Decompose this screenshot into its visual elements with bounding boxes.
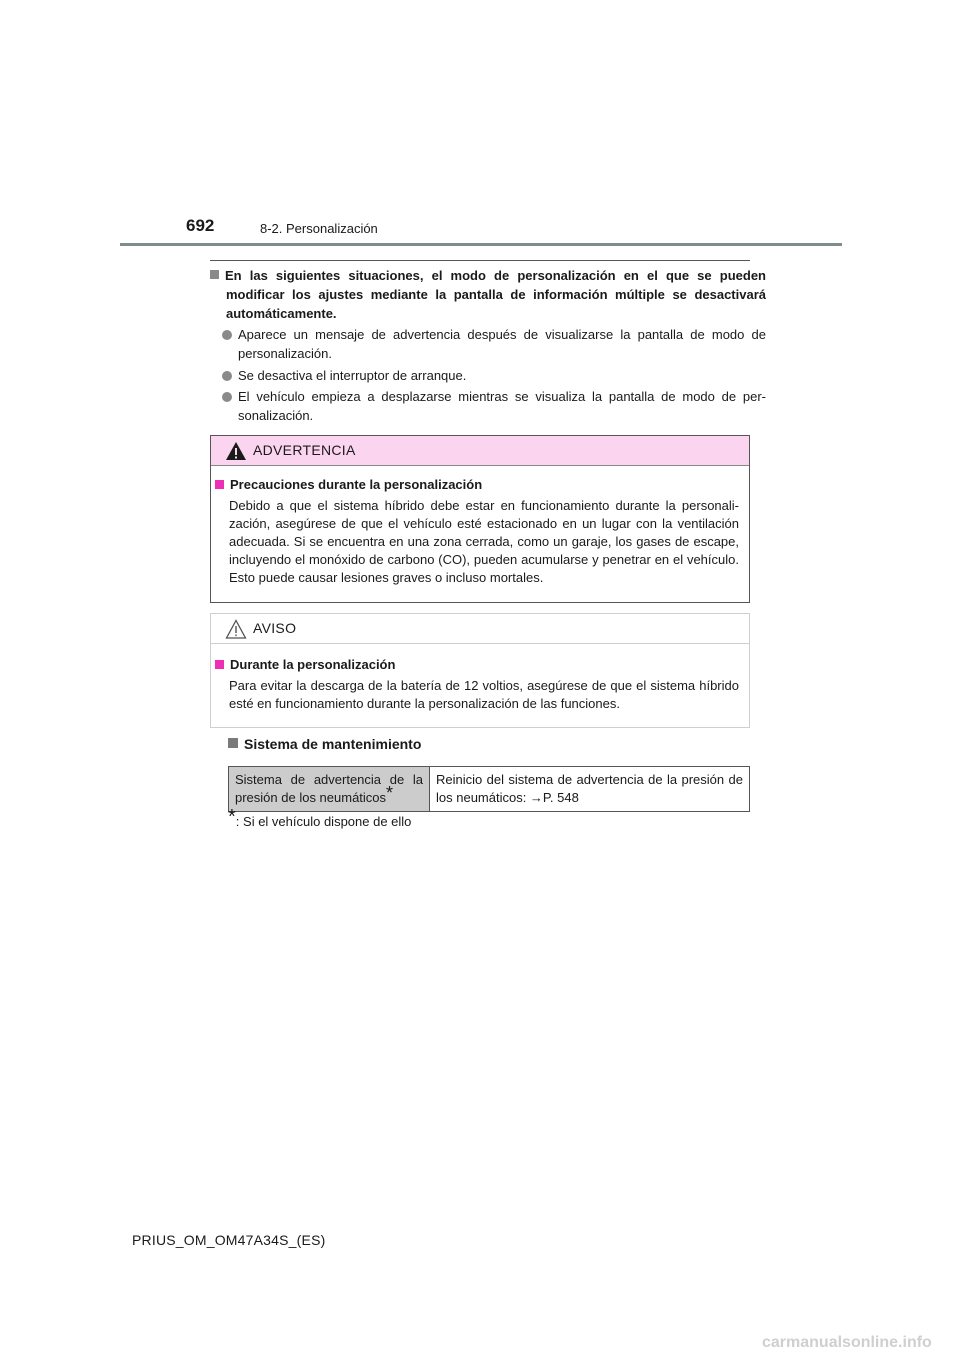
notice-box: [210, 613, 750, 728]
header-rule: [120, 243, 842, 246]
pink-square-icon: [215, 660, 224, 669]
warning-header: [211, 436, 749, 466]
section-title: 8-2. Personalización: [260, 221, 378, 236]
warning-item-text: Debido a que el sistema híbrido debe estar en funcionamiento durante la personali-zación, asegúrese de que el vehículo esté estacionado en un lugar con la ventilación adecuada. Si se encuentra en una zona cerrada, como un garaje, los gases de escape, incluyendo el monóxido de carbono (CO), pueden acumularse y penetrar en el vehículo. Esto puede causar lesiones graves o incluso mortales.: [229, 498, 739, 585]
footnote-text: : Si el vehículo dispone de ello: [235, 814, 412, 829]
list-item-text: Se desactiva el interruptor de arranque.: [238, 368, 467, 383]
intro-heading: [210, 266, 766, 323]
section-divider: [210, 260, 750, 261]
list-item-text: Aparece un mensaje de advertencia después de visualizarse la pantalla de modo de personalización.: [238, 327, 766, 361]
footnote: [228, 806, 412, 829]
warning-triangle-icon: [225, 441, 247, 461]
list-item: [222, 387, 766, 425]
notice-item-title: [215, 656, 739, 674]
maintenance-heading: [228, 736, 421, 752]
intro-heading-text: En las siguientes situaciones, el modo de personalización en el que se pueden modificar los ajustes mediante la pantalla de información múltiple se desactivará automáticamente.: [225, 268, 766, 321]
page-number: 692: [186, 216, 215, 235]
footnote-mark: *: [386, 783, 394, 803]
warning-body: [215, 476, 739, 587]
warning-title: ADVERTENCIA: [253, 442, 356, 458]
maintenance-heading-text: Sistema de mantenimiento: [244, 736, 422, 752]
list-item: [222, 325, 766, 363]
notice-item-title-text: Durante la personalización: [230, 657, 396, 672]
pink-square-icon: [215, 480, 224, 489]
footnote-mark: *: [228, 806, 236, 828]
notice-body: [215, 656, 739, 713]
warning-item-title-text: Precauciones durante la personalización: [230, 477, 483, 492]
table-row: [229, 767, 750, 812]
round-bullet-icon: [222, 392, 232, 402]
maintenance-table: [228, 766, 750, 812]
square-bullet-icon: [228, 738, 238, 748]
table-description-text: Reinicio del sistema de advertencia de la presión de los neumáticos: →P. 548: [436, 772, 743, 805]
warning-item-title: [215, 476, 739, 494]
round-bullet-icon: [222, 371, 232, 381]
list-item: [222, 366, 766, 385]
table-description-cell: [430, 767, 750, 812]
notice-header: [211, 614, 749, 644]
list-item-text: El vehículo empieza a desplazarse mientras se visualiza la pantalla de modo de per-sonalización.: [238, 389, 766, 423]
watermark: carmanualsonline.info: [762, 1334, 932, 1351]
square-bullet-icon: [210, 270, 219, 279]
table-label-cell: [229, 767, 430, 812]
warning-box: [210, 435, 750, 603]
notice-item-text: Para evitar la descarga de la batería de 12 voltios, asegúrese de que el sistema híbrido esté en funcionamiento durante la personalización de las funciones.: [229, 678, 739, 711]
table-label-text: Sistema de advertencia de la presión de los neumáticos: [235, 772, 423, 805]
document-code: PRIUS_OM_OM47A34S_(ES): [132, 1232, 326, 1248]
notice-title: AVISO: [253, 620, 297, 636]
round-bullet-icon: [222, 330, 232, 340]
caution-triangle-icon: [225, 619, 247, 639]
